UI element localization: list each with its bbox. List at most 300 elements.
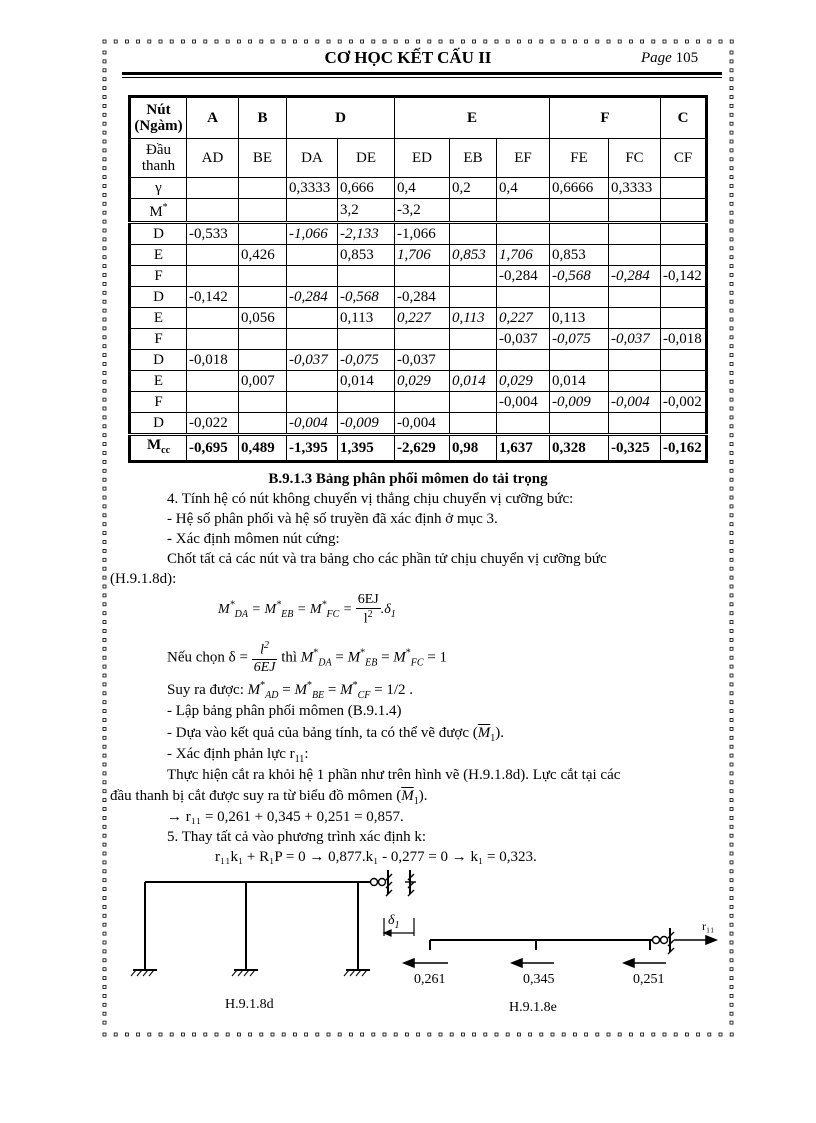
border-dot bbox=[506, 40, 509, 43]
table-cell: 1,706 bbox=[497, 245, 550, 266]
para-draw: - Dựa vào kết quả của bảng tính, ta có thể vẽ được $(\overline{M}_1)$. bbox=[167, 725, 504, 744]
table-cell bbox=[187, 392, 239, 413]
border-dot bbox=[730, 256, 733, 259]
border-dot bbox=[103, 389, 106, 392]
border-dot bbox=[103, 630, 106, 633]
border-dot bbox=[103, 541, 106, 544]
border-dot bbox=[327, 1033, 330, 1036]
border-dot bbox=[450, 1033, 453, 1036]
border-dot bbox=[730, 790, 733, 793]
border-dot bbox=[573, 40, 576, 43]
border-dot bbox=[103, 585, 106, 588]
border-dot bbox=[730, 923, 733, 926]
table-cell bbox=[287, 392, 338, 413]
border-dot bbox=[730, 986, 733, 989]
table-cell bbox=[239, 287, 287, 308]
force-label-1: 0,261 bbox=[414, 972, 446, 987]
table-cell bbox=[497, 350, 550, 371]
border-dot bbox=[103, 567, 106, 570]
border-dot bbox=[730, 122, 733, 125]
border-dot bbox=[103, 745, 106, 748]
border-dot bbox=[293, 40, 296, 43]
border-dot bbox=[730, 914, 733, 917]
table-cell: -0,037 bbox=[395, 350, 450, 371]
node-header: Nút (Ngàm) bbox=[130, 97, 187, 139]
border-dot bbox=[730, 193, 733, 196]
border-dot bbox=[428, 1033, 431, 1036]
roller-support-right bbox=[653, 928, 675, 954]
border-dot bbox=[103, 434, 106, 437]
border-dot bbox=[103, 220, 106, 223]
frame-left bbox=[133, 882, 370, 970]
border-dot bbox=[730, 745, 733, 748]
border-dot bbox=[103, 122, 106, 125]
border-dot bbox=[103, 781, 106, 784]
end-header: BE bbox=[239, 139, 287, 178]
border-dot bbox=[730, 336, 733, 339]
table-cell: -0,325 bbox=[609, 435, 661, 462]
border-dot bbox=[103, 852, 106, 855]
border-dot bbox=[103, 1021, 106, 1024]
para-4a: - Hệ số phân phối và hệ số truyền đã xác định ở mục 3. bbox=[167, 511, 498, 527]
table-cell bbox=[661, 287, 707, 308]
border-dot bbox=[730, 959, 733, 962]
border-dot bbox=[730, 371, 733, 374]
table-cell: -0,695 bbox=[187, 435, 239, 462]
border-dot bbox=[103, 300, 106, 303]
border-dot bbox=[103, 460, 106, 463]
table-cell bbox=[661, 245, 707, 266]
table-cell: -0,009 bbox=[550, 392, 609, 413]
table-cell: 0,227 bbox=[395, 308, 450, 329]
border-dot bbox=[730, 941, 733, 944]
border-dot bbox=[103, 870, 106, 873]
para-4c-line2: (H.9.1.8d): bbox=[110, 571, 177, 587]
border-dot bbox=[305, 40, 308, 43]
border-dot bbox=[730, 238, 733, 241]
border-dot bbox=[629, 1033, 632, 1036]
border-dot bbox=[730, 229, 733, 232]
border-dot bbox=[685, 40, 688, 43]
border-dot bbox=[103, 416, 106, 419]
row-label: D bbox=[130, 350, 187, 371]
border-dot bbox=[674, 40, 677, 43]
border-dot bbox=[327, 40, 330, 43]
border-dot bbox=[338, 40, 341, 43]
border-dot bbox=[730, 968, 733, 971]
border-dot bbox=[730, 398, 733, 401]
border-dot bbox=[730, 211, 733, 214]
node-a: A bbox=[187, 97, 239, 139]
border-dot bbox=[618, 40, 621, 43]
border-dot bbox=[103, 505, 106, 508]
border-dot bbox=[338, 1033, 341, 1036]
border-dot bbox=[730, 1033, 733, 1036]
border-dot bbox=[607, 1033, 610, 1036]
border-dot bbox=[103, 318, 106, 321]
table-cell: 0,014 bbox=[338, 371, 395, 392]
border-dot bbox=[641, 40, 644, 43]
border-dot bbox=[372, 40, 375, 43]
table-cell: 0,113 bbox=[338, 308, 395, 329]
table-cell bbox=[550, 223, 609, 245]
border-dot bbox=[226, 40, 229, 43]
end-header: FC bbox=[609, 139, 661, 178]
table-cell bbox=[187, 245, 239, 266]
border-dot bbox=[293, 1033, 296, 1036]
border-dot bbox=[103, 398, 106, 401]
border-dot bbox=[506, 1033, 509, 1036]
border-dot bbox=[708, 40, 711, 43]
end-header: EF bbox=[497, 139, 550, 178]
border-dot bbox=[103, 78, 106, 81]
border-dot bbox=[730, 781, 733, 784]
border-dot bbox=[103, 825, 106, 828]
ends-header: Đầu thanh bbox=[130, 139, 187, 178]
border-dot bbox=[730, 380, 733, 383]
border-dot bbox=[103, 40, 106, 43]
table-caption: B.9.1.3 Bảng phân phối mômen do tải trọng bbox=[268, 471, 548, 487]
border-dot bbox=[103, 354, 106, 357]
border-dot bbox=[181, 1033, 184, 1036]
row-label: E bbox=[130, 308, 187, 329]
border-dot bbox=[730, 567, 733, 570]
table-cell bbox=[187, 371, 239, 392]
border-dot bbox=[730, 754, 733, 757]
border-dot bbox=[730, 950, 733, 953]
r11-equation: → r₁₁ = 0,261 + 0,345 + 0,251 = 0,857. bbox=[167, 809, 404, 825]
border-dot bbox=[730, 816, 733, 819]
border-dot bbox=[103, 594, 106, 597]
table-cell bbox=[609, 308, 661, 329]
border-dot bbox=[383, 40, 386, 43]
border-dot bbox=[383, 1033, 386, 1036]
border-dot bbox=[103, 167, 106, 170]
border-dot bbox=[730, 594, 733, 597]
border-dot bbox=[708, 1033, 711, 1036]
header-rule-thin bbox=[122, 77, 722, 78]
table-cell: 0,007 bbox=[239, 371, 287, 392]
table-cell bbox=[450, 199, 497, 223]
border-dot bbox=[103, 256, 106, 259]
border-dot bbox=[103, 336, 106, 339]
border-dot bbox=[103, 994, 106, 997]
border-dot bbox=[730, 825, 733, 828]
border-dot bbox=[585, 1033, 588, 1036]
border-dot bbox=[103, 211, 106, 214]
table-cell bbox=[239, 266, 287, 287]
border-dot bbox=[193, 1033, 196, 1036]
border-dot bbox=[103, 96, 106, 99]
border-dot bbox=[730, 220, 733, 223]
end-header: DE bbox=[338, 139, 395, 178]
table-cell: 0,2 bbox=[450, 178, 497, 199]
border-dot bbox=[159, 1033, 162, 1036]
table-cell bbox=[450, 287, 497, 308]
table-cell bbox=[239, 392, 287, 413]
border-dot bbox=[730, 630, 733, 633]
table-cell bbox=[550, 287, 609, 308]
border-dot bbox=[730, 763, 733, 766]
border-dot bbox=[730, 621, 733, 624]
border-dot bbox=[103, 941, 106, 944]
border-dot bbox=[103, 176, 106, 179]
table-cell: 0,853 bbox=[550, 245, 609, 266]
border-dot bbox=[103, 140, 106, 143]
table-cell bbox=[450, 392, 497, 413]
table-cell bbox=[239, 413, 287, 435]
table-cell bbox=[187, 199, 239, 223]
border-dot bbox=[697, 1033, 700, 1036]
border-dot bbox=[730, 977, 733, 980]
border-dot bbox=[103, 692, 106, 695]
row-label: D bbox=[130, 223, 187, 245]
border-dot bbox=[730, 96, 733, 99]
table-cell: 1,637 bbox=[497, 435, 550, 462]
para-4c-line1: Chốt tất cả các nút và tra bảng cho các phần tử chịu chuyển vị cưỡng bức bbox=[167, 551, 607, 567]
border-dot bbox=[730, 532, 733, 535]
border-dot bbox=[103, 327, 106, 330]
total-row bbox=[130, 435, 707, 462]
distribution-row bbox=[130, 223, 707, 245]
table-cell bbox=[239, 329, 287, 350]
border-dot bbox=[103, 736, 106, 739]
border-dot bbox=[730, 185, 733, 188]
table-cell: 0,113 bbox=[450, 308, 497, 329]
border-dot bbox=[730, 247, 733, 250]
border-dot bbox=[730, 496, 733, 499]
border-dot bbox=[103, 229, 106, 232]
border-dot bbox=[103, 185, 106, 188]
end-header: ED bbox=[395, 139, 450, 178]
border-dot bbox=[103, 69, 106, 72]
table-cell: 0,98 bbox=[450, 435, 497, 462]
para-table: - Lập bảng phân phối mômen (B.9.1.4) bbox=[167, 703, 402, 719]
border-dot bbox=[103, 977, 106, 980]
border-dot bbox=[439, 40, 442, 43]
border-dot bbox=[316, 1033, 319, 1036]
border-dot bbox=[103, 113, 106, 116]
table-cell bbox=[239, 223, 287, 245]
border-dot bbox=[730, 416, 733, 419]
border-dot bbox=[517, 40, 520, 43]
border-dot bbox=[137, 1033, 140, 1036]
border-dot bbox=[730, 69, 733, 72]
force-label-2: 0,345 bbox=[523, 972, 555, 987]
border-dot bbox=[730, 282, 733, 285]
border-dot bbox=[103, 193, 106, 196]
border-dot bbox=[103, 558, 106, 561]
table-cell bbox=[287, 329, 338, 350]
border-dot bbox=[730, 772, 733, 775]
border-dot bbox=[204, 40, 207, 43]
table-cell bbox=[287, 245, 338, 266]
table-cell bbox=[187, 308, 239, 329]
table-cell: -2,133 bbox=[338, 223, 395, 245]
border-dot bbox=[226, 1033, 229, 1036]
table-cell bbox=[287, 308, 338, 329]
border-dot bbox=[730, 710, 733, 713]
border-dot bbox=[674, 1033, 677, 1036]
figure-label-left: H.9.1.8d bbox=[225, 997, 274, 1012]
border-dot bbox=[730, 167, 733, 170]
border-dot bbox=[215, 40, 218, 43]
border-dot bbox=[103, 282, 106, 285]
table-cell bbox=[609, 287, 661, 308]
border-dot bbox=[473, 1033, 476, 1036]
border-dot bbox=[629, 40, 632, 43]
border-dot bbox=[103, 647, 106, 650]
border-dot bbox=[719, 40, 722, 43]
border-dot bbox=[730, 514, 733, 517]
border-dot bbox=[282, 1033, 285, 1036]
border-dot bbox=[730, 905, 733, 908]
beam-right bbox=[430, 940, 654, 950]
table-cell bbox=[239, 178, 287, 199]
border-dot bbox=[495, 1033, 498, 1036]
border-dot bbox=[730, 897, 733, 900]
para-5: 5. Thay tất cả vào phương trình xác định k: bbox=[167, 829, 427, 845]
border-dot bbox=[103, 371, 106, 374]
force-label-3: 0,251 bbox=[633, 972, 665, 987]
border-dot bbox=[394, 1033, 397, 1036]
border-dot bbox=[562, 1033, 565, 1036]
table-cell bbox=[550, 350, 609, 371]
table-cell: 0,029 bbox=[497, 371, 550, 392]
border-dot bbox=[730, 389, 733, 392]
table-cell: -1,066 bbox=[395, 223, 450, 245]
border-dot bbox=[103, 950, 106, 953]
table-cell: -0,284 bbox=[287, 287, 338, 308]
border-dot bbox=[540, 1033, 543, 1036]
derive-line: Suy ra được: $M^*_{AD} = M^*_{BE} = M^*_{CF} = 1/2$ . bbox=[167, 680, 414, 701]
border-dot bbox=[103, 968, 106, 971]
border-dot bbox=[417, 40, 420, 43]
border-dot bbox=[103, 923, 106, 926]
border-dot bbox=[103, 959, 106, 962]
table-cell bbox=[338, 329, 395, 350]
border-dot bbox=[730, 265, 733, 268]
row-label: E bbox=[130, 245, 187, 266]
border-dot bbox=[730, 870, 733, 873]
border-dot bbox=[103, 158, 106, 161]
distribution-row bbox=[130, 392, 707, 413]
border-dot bbox=[103, 345, 106, 348]
border-dot bbox=[730, 799, 733, 802]
table-cell bbox=[450, 329, 497, 350]
header-page bbox=[641, 50, 698, 67]
border-dot bbox=[103, 247, 106, 250]
choose-delta: Nếu chọn δ = $\frac{l^2}{6EJ}$ thì $M^*_{DA} = M^*_{EB} = M^*_{FC} = 1$ bbox=[167, 640, 448, 675]
total-label: $M_{cc}$ bbox=[130, 435, 187, 462]
border-dot bbox=[730, 78, 733, 81]
para-cut-line2: đầu thanh bị cắt được suy ra từ biểu đồ mômen $(\overline{M}_1)$. bbox=[110, 788, 428, 807]
table-cell: -0,004 bbox=[395, 413, 450, 435]
delta-label: $\delta_1$ bbox=[388, 913, 400, 931]
border-dot bbox=[103, 861, 106, 864]
table-cell: 3,2 bbox=[338, 199, 395, 223]
end-header: FE bbox=[550, 139, 609, 178]
border-dot bbox=[103, 674, 106, 677]
border-dot bbox=[730, 638, 733, 641]
border-dot bbox=[215, 1033, 218, 1036]
border-dot bbox=[730, 309, 733, 312]
border-dot bbox=[103, 914, 106, 917]
border-dot bbox=[103, 514, 106, 517]
table-cell bbox=[661, 371, 707, 392]
border-dot bbox=[103, 701, 106, 704]
border-dot bbox=[103, 1003, 106, 1006]
table-cell: 0,4 bbox=[395, 178, 450, 199]
border-dot bbox=[529, 40, 532, 43]
border-dot bbox=[103, 905, 106, 908]
border-dot bbox=[103, 443, 106, 446]
table-cell bbox=[609, 371, 661, 392]
border-dot bbox=[361, 1033, 364, 1036]
border-dot bbox=[730, 345, 733, 348]
distribution-row bbox=[130, 245, 707, 266]
border-dot bbox=[529, 1033, 532, 1036]
row-label: E bbox=[130, 371, 187, 392]
border-dot bbox=[730, 407, 733, 410]
table-cell bbox=[239, 350, 287, 371]
border-dot bbox=[719, 1033, 722, 1036]
border-dot bbox=[349, 1033, 352, 1036]
border-dot bbox=[573, 1033, 576, 1036]
border-dot bbox=[103, 149, 106, 152]
table-cell: -0,002 bbox=[661, 392, 707, 413]
border-dot bbox=[730, 549, 733, 552]
node-b: B bbox=[239, 97, 287, 139]
r11-label: r₁₁ bbox=[702, 919, 715, 933]
table-cell bbox=[661, 223, 707, 245]
ends-row bbox=[130, 139, 707, 178]
border-dot bbox=[730, 460, 733, 463]
border-dot bbox=[103, 808, 106, 811]
table-cell bbox=[550, 199, 609, 223]
border-dot bbox=[103, 888, 106, 891]
border-dot bbox=[730, 1003, 733, 1006]
border-dot bbox=[730, 541, 733, 544]
border-dot bbox=[103, 532, 106, 535]
table-cell bbox=[609, 350, 661, 371]
table-cell: -0,004 bbox=[609, 392, 661, 413]
border-dot bbox=[730, 274, 733, 277]
table-cell bbox=[395, 329, 450, 350]
row-label: F bbox=[130, 392, 187, 413]
table-cell bbox=[287, 199, 338, 223]
border-dot bbox=[181, 40, 184, 43]
border-dot bbox=[730, 692, 733, 695]
border-dot bbox=[103, 407, 106, 410]
border-dot bbox=[137, 40, 140, 43]
node-e: E bbox=[395, 97, 550, 139]
border-dot bbox=[730, 612, 733, 615]
row-label: D bbox=[130, 413, 187, 435]
border-dot bbox=[730, 131, 733, 134]
border-dot bbox=[271, 1033, 274, 1036]
table-cell: 1,706 bbox=[395, 245, 450, 266]
table-cell: -0,162 bbox=[661, 435, 707, 462]
table-cell bbox=[661, 308, 707, 329]
border-dot bbox=[663, 1033, 666, 1036]
border-dot bbox=[170, 1033, 173, 1036]
border-dot bbox=[103, 309, 106, 312]
border-dot bbox=[103, 665, 106, 668]
table-cell: 1,395 bbox=[338, 435, 395, 462]
table-cell bbox=[497, 287, 550, 308]
border-dot bbox=[237, 1033, 240, 1036]
